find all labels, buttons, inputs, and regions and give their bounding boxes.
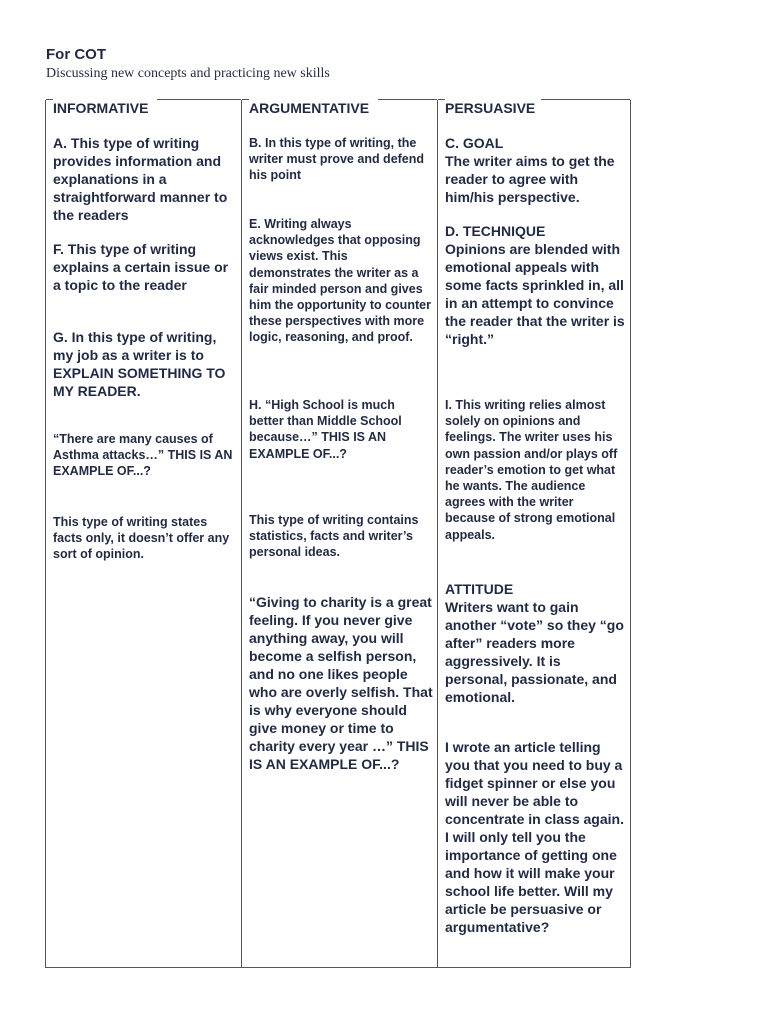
- attitude-label: ATTITUDE: [445, 581, 514, 597]
- goal-label: C. GOAL: [445, 135, 504, 151]
- informative-example: “There are many causes of Asthma attacks…” THIS IS AN EXAMPLE OF...?: [53, 432, 233, 479]
- persuasive-technique: [445, 222, 626, 348]
- argumentative-block-h: H. “High School is much better than Middle School because…” THIS IS AN EXAMPLE OF...?: [249, 398, 402, 461]
- persuasive-block-i: I. This writing relies almost solely on opinions and feelings. The writer uses his own passion and/or plays off reader’s emotion to get what he wants. The audience agrees with the writer because of strong emotional appeals.: [445, 398, 618, 542]
- argumentative-block-e: E. Writing always acknowledges that opposing views exist. This demonstrates the writer as a fair minded person and gives him the opportunity to counter these perspectives with more logic, reasoning, and proof.: [249, 217, 431, 345]
- document-title: For COT: [46, 46, 106, 63]
- document-subtitle: Discussing new concepts and practicing new skills: [46, 66, 330, 81]
- technique-label: D. TECHNIQUE: [445, 223, 546, 239]
- column-title-persuasive: PERSUASIVE: [445, 100, 536, 116]
- informative-block-a: A. This type of writing provides information and explanations in a straightforward manner to the readers: [53, 135, 228, 223]
- informative-block-facts: This type of writing states facts only, it doesn’t offer any sort of opinion.: [53, 515, 230, 562]
- persuasive-question: I wrote an article telling you that you need to buy a fidget spinner or else you will never be able to concentrate in class again. I will only tell you the importance of getting one and how it will make your school life better. Will my article be persuasive or argumentative?: [445, 739, 624, 935]
- persuasive-attitude: [445, 580, 626, 706]
- technique-text: Opinions are blended with emotional appeals with some facts sprinkled in, all in an attempt to convince the reader that the writer is “right.”: [445, 241, 625, 347]
- column-persuasive: [438, 100, 630, 967]
- goal-text: The writer aims to get the reader to agree with him/his perspective.: [445, 153, 615, 205]
- argumentative-example: “Giving to charity is a great feeling. If you never give anything away, you will become a selfish person, and no one likes people who are overly selfish. That is why everyone should give money or time to charity every year …” THIS IS AN EXAMPLE OF...?: [249, 594, 433, 772]
- informative-block-g: G. In this type of writing, my job as a writer is to EXPLAIN SOMETHING TO MY READER.: [53, 329, 226, 399]
- argumentative-block-stats: This type of writing contains statistics, facts and writer’s personal ideas.: [249, 513, 419, 560]
- column-informative: [46, 100, 242, 967]
- argumentative-block-b: B. In this type of writing, the writer must prove and defend his point: [249, 136, 425, 183]
- column-title-informative: INFORMATIVE: [53, 100, 149, 116]
- attitude-text: Writers want to gain another “vote” so they “go after” readers more aggressively. It is personal, passionate, and emotional.: [445, 599, 624, 705]
- informative-block-f: F. This type of writing explains a certain issue or a topic to the reader: [53, 241, 229, 293]
- persuasive-goal: [445, 134, 626, 206]
- column-argumentative: [242, 100, 438, 967]
- writing-types-table: [45, 100, 631, 968]
- column-title-argumentative: ARGUMENTATIVE: [249, 100, 370, 116]
